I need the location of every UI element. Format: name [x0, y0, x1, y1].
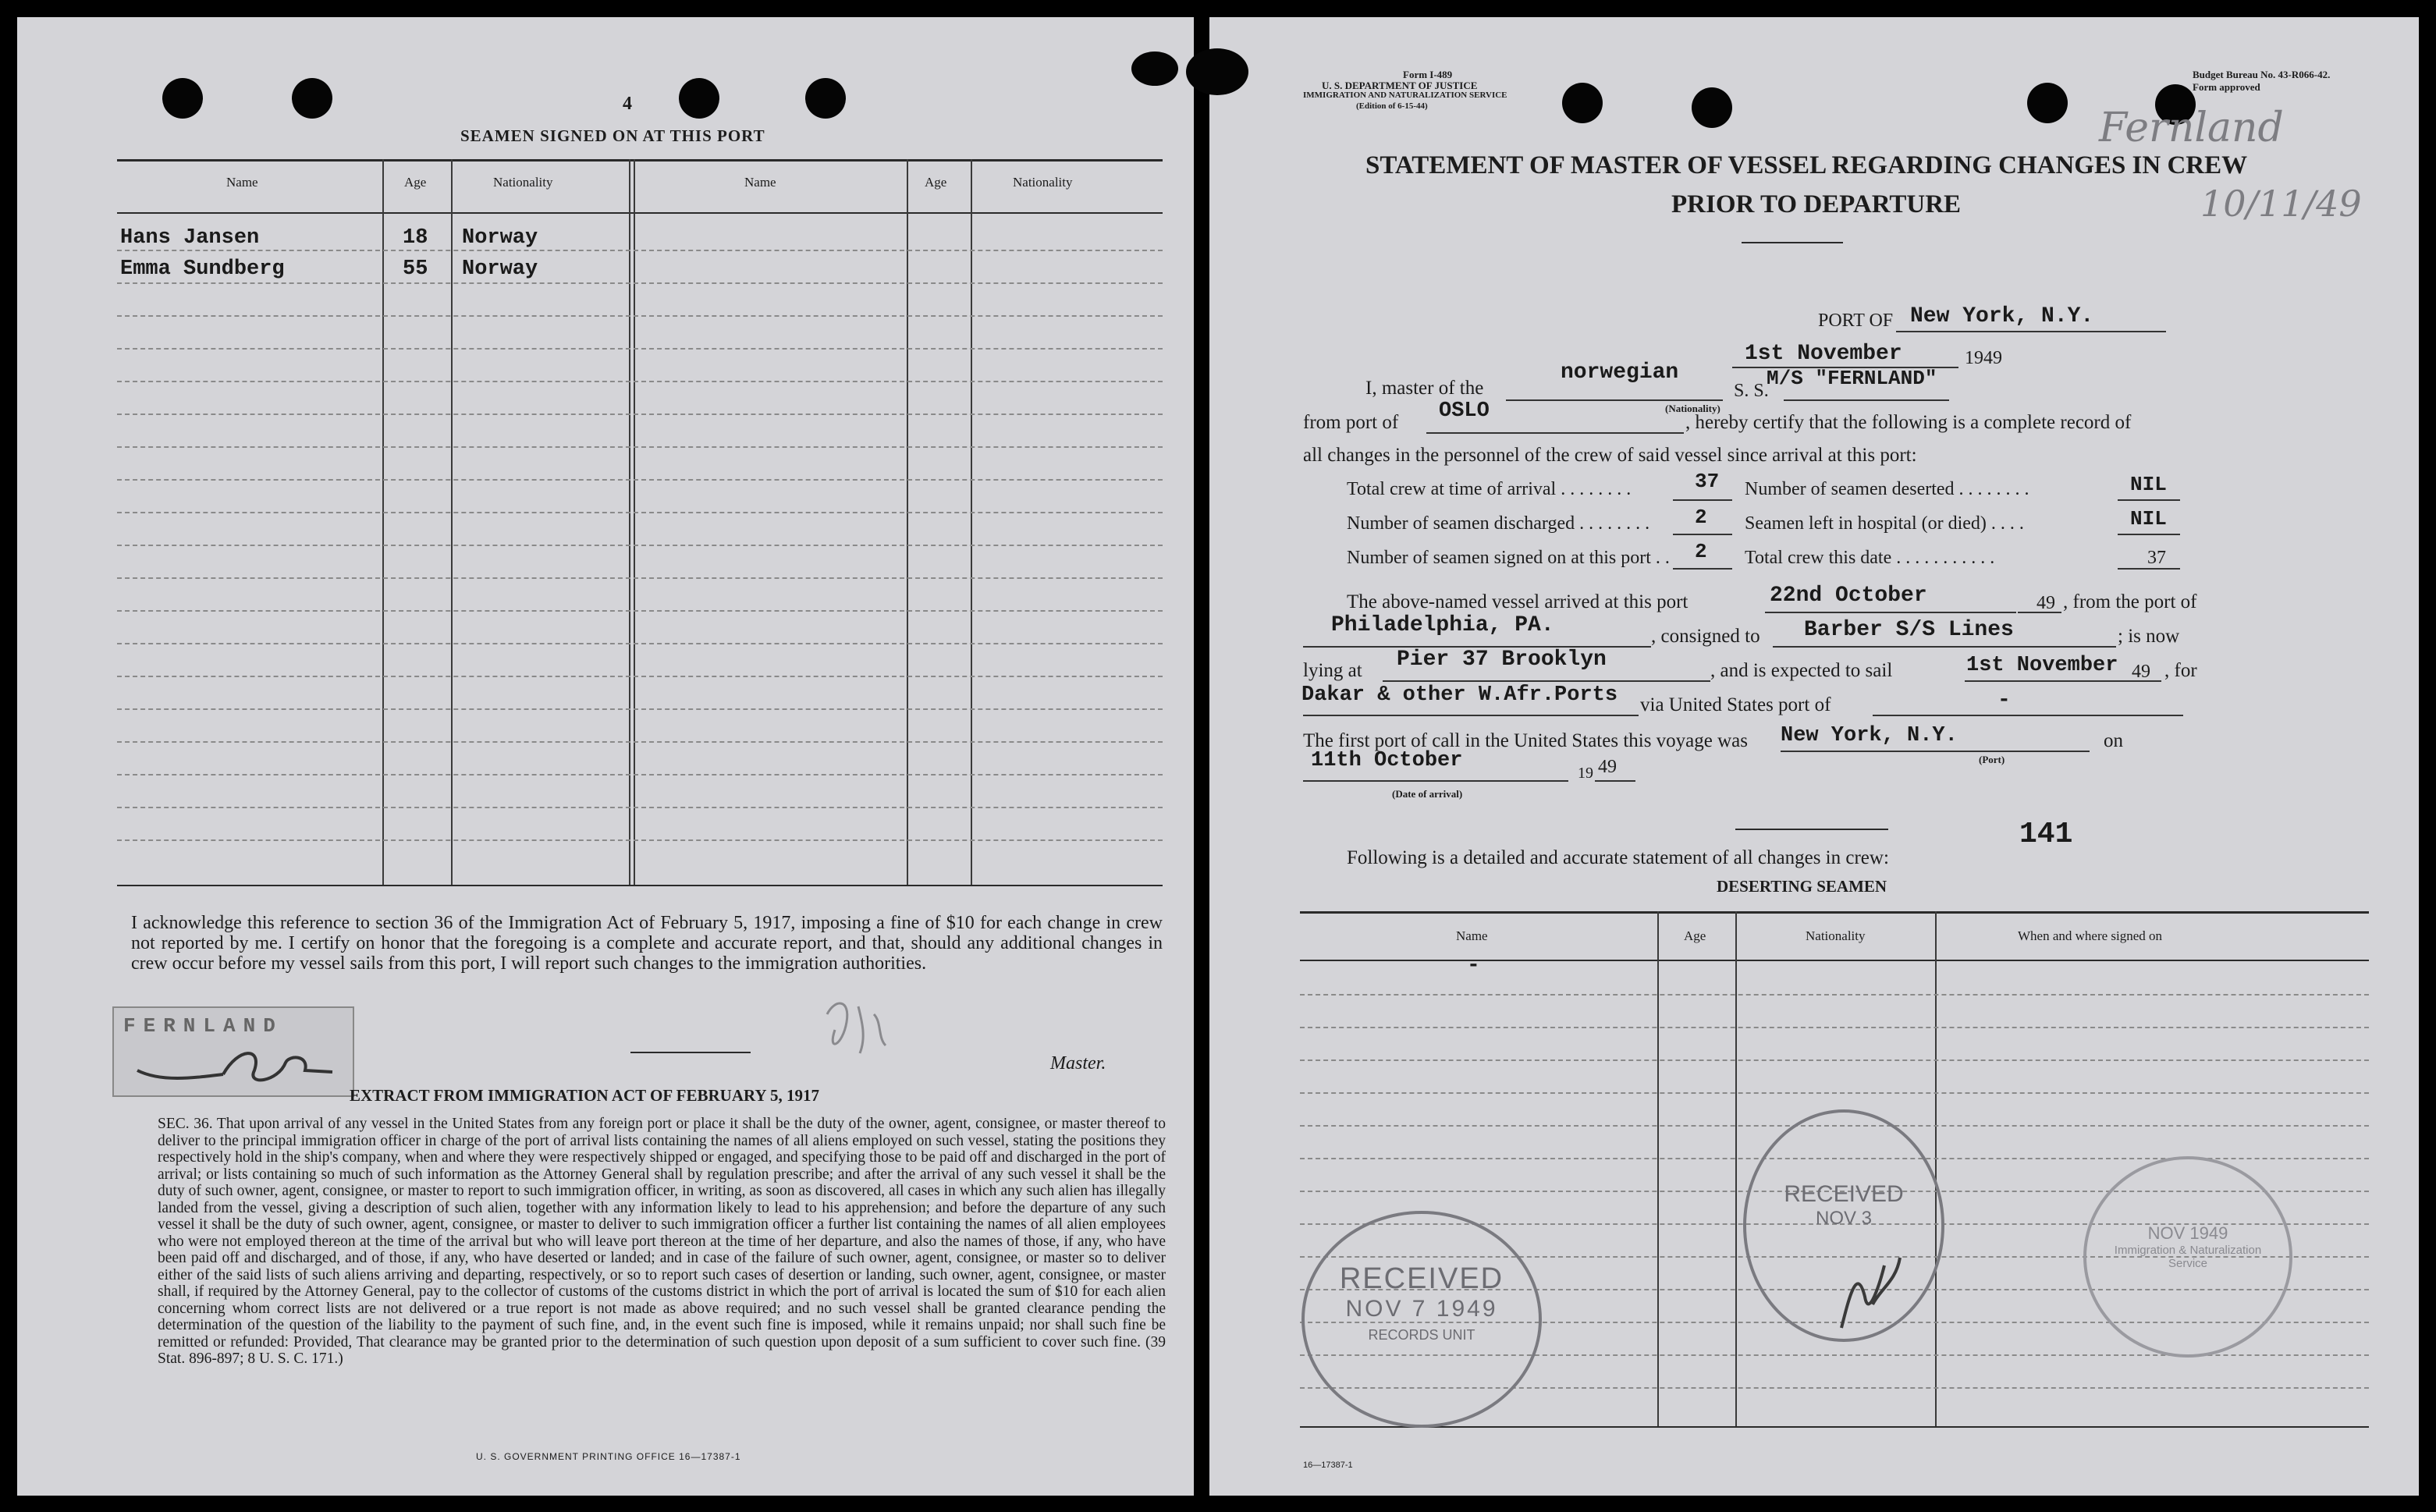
deserting-title: DESERTING SEAMEN	[1717, 877, 1887, 896]
year-prefix: 19	[1578, 765, 1593, 782]
table-bottom-rule	[117, 885, 1163, 886]
destination: Dakar & other W.Afr.Ports	[1301, 683, 1618, 707]
arrived-date: 22nd October	[1770, 584, 1927, 608]
stat-discharged-label: Number of seamen discharged . . . . . . . .	[1347, 513, 1650, 534]
stat-line	[2118, 534, 2180, 535]
changes-text: all changes in the personnel of the crew of said vessel since arrival at this port:	[1303, 445, 1917, 466]
page-number: 4	[623, 94, 632, 114]
title-rule	[1742, 242, 1843, 243]
footer-code: 16—17387-1	[1303, 1461, 1353, 1470]
table-top-rule	[117, 159, 1163, 161]
col-age-2: Age	[925, 175, 947, 190]
stamp-date: Immigration & Naturalization	[2114, 1244, 2262, 1257]
row-rule	[117, 774, 1163, 776]
following-text: Following is a detailed and accurate statement of all changes in crew:	[1347, 847, 1889, 868]
ship-line	[1784, 399, 1949, 401]
col-divider	[907, 159, 908, 885]
form-approved: Form approved	[2193, 81, 2260, 93]
handwritten-date: 10/11/49	[2200, 183, 2362, 225]
stamp-unit: RECORDS UNIT	[1368, 1327, 1475, 1343]
sail-date-line	[1965, 680, 2110, 682]
extract-body: SEC. 36. That upon arrival of any vessel in the United States from any foreign port or place it shall be the duty of the owner, agent, consignee, or master thereof to deliver to the principal immigration officer in charge of the port of arrival lists containing the names of all aliens employed on such vessel, stating the positions they respectively hold in the ship's company, when and where they were respectively shipped or engaged, and specifying those to be paid off and discharged in the port of arrival; or lists containing so much of such information as the Attorney General shall by regulation prescribe; and after the arrival of any such vessel it shall be the duty of such owner, agent, consignee, or master to report to such immigration officer, in writing, as soon as discovered, all cases in which any such alien has illegally landed from the vessel, giving a description of such alien, together with any information likely to lead to his apprehension; and before the departure of any such vessel it shall be the duty of such owner, agent, consignee, or master to deliver to such immigration officer a further list containing the names of all alien employees who were not employed thereon at the time of the arrival but who will leave port thereon at the time of her departure, and also the names of those, if any, who have been paid off and discharged, and of those, if any, who have deserted or landed; and in case of the failure of such owner, agent, consignee, or master so to deliver either of the said lists of such aliens arriving and departing, respectively, or so to report such cases of desertion or landing, such owner, agent, consignee, or master shall, if required by the Attorney General, pay to the collector of customs of the customs district in which the port of arrival is located the sum of $10 for each alien concerning whom correct lists are not delivered or a true report is not made as above required; and no such vessel shall be granted clearance pending the determination of the question of the liability to the payment of such fine, and, in the event such fine is imposed, while it remains unpaid; nor shall such fine be remitted or refunded: Provided, That clearance may be granted prior to the determination of such question upon deposit of a sum sufficient to cover such fine. (39 Stat. 896-897; 8 U. S. C. 171.)	[158, 1116, 1166, 1367]
desert-col-nationality: Nationality	[1806, 928, 1866, 943]
row-rule	[117, 839, 1163, 841]
stat-line	[1673, 534, 1732, 535]
previous-port: Philadelphia, PA.	[1331, 613, 1554, 637]
punch-hole	[292, 78, 332, 119]
date-value: 1st November	[1745, 342, 1902, 366]
stat-line	[1673, 499, 1732, 501]
form-title-line1: STATEMENT OF MASTER OF VESSEL REGARDING CHANGES IN CREW	[1365, 151, 2248, 179]
department: U. S. DEPARTMENT OF JUSTICE	[1322, 80, 1478, 91]
col-age: Age	[404, 175, 427, 190]
row-rule	[117, 643, 1163, 644]
arrived-text: The above-named vessel arrived at this port	[1347, 591, 1689, 612]
port-line	[1896, 331, 2166, 332]
nationality-line	[1506, 399, 1723, 401]
extract-title: EXTRACT FROM IMMIGRATION ACT OF FEBRUARY 5, 1917	[350, 1086, 820, 1105]
row-rule	[117, 250, 1163, 251]
stat-deserted-label: Number of seamen deserted . . . . . . . .	[1745, 479, 2029, 499]
punch-hole	[1562, 83, 1603, 123]
row-rule	[117, 348, 1163, 350]
port-caption: (Port)	[1979, 754, 2005, 765]
stat-total-date-label: Total crew this date . . . . . . . . . . .	[1745, 548, 1995, 568]
sail-date: 1st November	[1966, 654, 2118, 677]
port-label: PORT OF	[1818, 311, 1894, 331]
lying-text: lying at	[1303, 660, 1362, 681]
stat-line	[1673, 568, 1732, 570]
consignee-line	[1773, 646, 2116, 648]
row1-nationality: Norway	[462, 226, 538, 250]
for-text: , for	[2164, 660, 2197, 681]
ss-label: S. S.	[1734, 381, 1769, 401]
row2-age: 55	[403, 257, 428, 281]
desert-row-rule	[1300, 994, 2369, 996]
desert-col-when-where: When and where signed on	[2018, 928, 2163, 943]
on-text: on	[2104, 730, 2123, 751]
col-divider	[634, 159, 635, 885]
master-label: Master.	[1050, 1053, 1106, 1074]
first-date-line	[1303, 780, 1568, 782]
desert-table-top	[1300, 911, 2369, 914]
date-caption: (Date of arrival)	[1392, 788, 1463, 800]
row-rule	[117, 577, 1163, 579]
desert-row-rule	[1300, 1092, 2369, 1094]
consignee: Barber S/S Lines	[1804, 618, 2014, 642]
stat-hospital-value: NIL	[2130, 507, 2167, 531]
from-port-of-text: , from the port of	[2063, 591, 2197, 612]
from-port-label: from port of	[1303, 412, 1399, 433]
budget-number: Budget Bureau No. 43-R066-42.	[2193, 69, 2331, 80]
now-text: ; is now	[2118, 626, 2180, 647]
sail-year: 49	[2132, 662, 2150, 682]
service: IMMIGRATION AND NATURALIZATION SERVICE	[1303, 91, 1507, 100]
stamp-text: FERNLAND	[123, 1014, 283, 1038]
nationality-value: norwegian	[1561, 360, 1679, 385]
received-stamp	[2083, 1156, 2292, 1358]
row-rule	[117, 413, 1163, 415]
acknowledgement-text: I acknowledge this reference to section 36 of the Immigration Act of February 5, 1917, imposing a fine of $10 for each change in crew not reported by me. I certify on honor that the foregoing is a complete and accurate report, and that, should any additional changes in crew occur before my vessel sails from this port, I will report such changes to the immigration authorities.	[131, 913, 1163, 974]
stat-total-arrival-value: 37	[1695, 470, 1720, 493]
initials-signature	[811, 991, 897, 1061]
form-number: Form I-489	[1403, 69, 1453, 80]
port-value: New York, N.Y.	[1910, 304, 2094, 328]
stamp-date: NOV 3	[1815, 1208, 1873, 1229]
desert-col-divider	[1935, 911, 1937, 1426]
stat-signed-on-label: Number of seamen signed on at this port . .	[1347, 548, 1670, 568]
punch-hole	[679, 78, 719, 119]
punch-hole	[805, 78, 846, 119]
stat-total-arrival-label: Total crew at time of arrival . . . . . . . .	[1347, 479, 1632, 499]
stamp-unit: Service	[2168, 1257, 2208, 1270]
stat-hospital-label: Seamen left in hospital (or died) . . . .	[1745, 513, 2024, 534]
desert-row-value: -	[1467, 953, 1480, 978]
desert-col-age: Age	[1684, 928, 1706, 943]
col-name: Name	[226, 175, 258, 190]
row1-name: Hans Jansen	[120, 226, 260, 250]
handwritten-ship-name: Fernland	[2099, 105, 2284, 151]
row-rule	[117, 446, 1163, 448]
form-title-line2: PRIOR TO DEPARTURE	[1671, 190, 1962, 218]
row-rule	[117, 282, 1163, 284]
desert-col-name: Name	[1456, 928, 1488, 943]
stamp-top: RECEIVED	[1339, 1262, 1504, 1295]
stat-deserted-value: NIL	[2130, 473, 2167, 496]
desert-header-rule	[1300, 960, 2369, 961]
via-text: via United States port of	[1640, 694, 1831, 715]
first-port-text: The first port of call in the United States this voyage was	[1303, 730, 1749, 751]
row-rule	[117, 708, 1163, 710]
section-title: SEAMEN SIGNED ON AT THIS PORT	[460, 126, 765, 145]
row-rule	[117, 315, 1163, 317]
year-value: 1949	[1965, 348, 2002, 368]
first-date: 11th October	[1311, 749, 1463, 772]
col-nationality: Nationality	[493, 175, 553, 190]
desert-table-bottom	[1300, 1426, 2369, 1428]
row-rule	[117, 807, 1163, 808]
col-nationality-2: Nationality	[1013, 175, 1073, 190]
col-divider	[629, 159, 630, 885]
row-rule	[117, 610, 1163, 612]
punch-hole	[162, 78, 203, 119]
received-initials	[1826, 1250, 1912, 1343]
master-label: I, master of the	[1365, 378, 1484, 399]
first-port-value: New York, N.Y.	[1781, 724, 1958, 747]
stamp-top: NOV 1949	[2147, 1223, 2228, 1243]
stamp-top: RECEIVED	[1784, 1181, 1904, 1207]
printer-line: U. S. GOVERNMENT PRINTING OFFICE 16—17387-1	[476, 1451, 741, 1462]
first-year: 49	[1598, 757, 1617, 777]
desert-row-rule	[1300, 1059, 2369, 1061]
sail-text: , and is expected to sail	[1710, 660, 1893, 681]
from-port-line	[1426, 432, 1684, 434]
right-page	[1209, 17, 2419, 1496]
desert-col-divider	[1657, 911, 1659, 1426]
from-port-value: OSLO	[1439, 399, 1490, 423]
first-year-line	[1595, 780, 1635, 782]
stat-line	[2118, 499, 2180, 501]
berth: Pier 37 Brooklyn	[1397, 648, 1607, 672]
row-rule	[117, 512, 1163, 513]
certify-text: , hereby certify that the following is a complete record of	[1685, 412, 2132, 433]
row2-nationality: Norway	[462, 257, 538, 281]
received-stamp	[1301, 1211, 1542, 1428]
ship-value: M/S "FERNLAND"	[1767, 367, 1937, 390]
via-value: -	[1997, 688, 2011, 712]
torn-edge	[1186, 48, 1248, 95]
arrived-year: 49	[2037, 593, 2055, 613]
ship-stamp	[112, 1006, 354, 1097]
row2-name: Emma Sundberg	[120, 257, 285, 281]
via-line	[1873, 715, 2183, 716]
separator-rule	[1735, 829, 1888, 830]
form-count-number: 141	[2019, 818, 2073, 851]
master-line	[630, 1052, 751, 1053]
edition: (Edition of 6-15-44)	[1356, 101, 1428, 111]
stat-total-date-value: 37	[2147, 548, 2166, 568]
nationality-caption: (Nationality)	[1665, 403, 1720, 414]
header-rule	[117, 212, 1163, 214]
row-rule	[117, 479, 1163, 481]
stat-discharged-value: 2	[1695, 506, 1707, 529]
row-rule	[117, 741, 1163, 743]
torn-edge	[1131, 51, 1178, 86]
left-page	[17, 17, 1194, 1496]
consigned-text: , consigned to	[1651, 626, 1760, 647]
row-rule	[117, 545, 1163, 546]
row-rule	[117, 676, 1163, 677]
punch-hole	[1692, 87, 1732, 128]
first-port-line	[1781, 751, 2090, 752]
destination-line	[1303, 715, 1639, 716]
row1-age: 18	[403, 226, 428, 250]
desert-row-rule	[1300, 1027, 2369, 1028]
berth-line	[1383, 680, 1710, 682]
desert-col-divider	[1735, 911, 1737, 1426]
punch-hole	[2027, 83, 2068, 123]
col-divider	[971, 159, 972, 885]
col-divider	[451, 159, 453, 885]
stamp-date: NOV 7 1949	[1345, 1296, 1498, 1322]
master-signature	[130, 1039, 340, 1094]
col-divider	[382, 159, 384, 885]
stat-signed-on-value: 2	[1695, 540, 1707, 563]
row-rule	[117, 381, 1163, 382]
col-name-2: Name	[744, 175, 776, 190]
arrived-date-line	[1765, 612, 2016, 613]
